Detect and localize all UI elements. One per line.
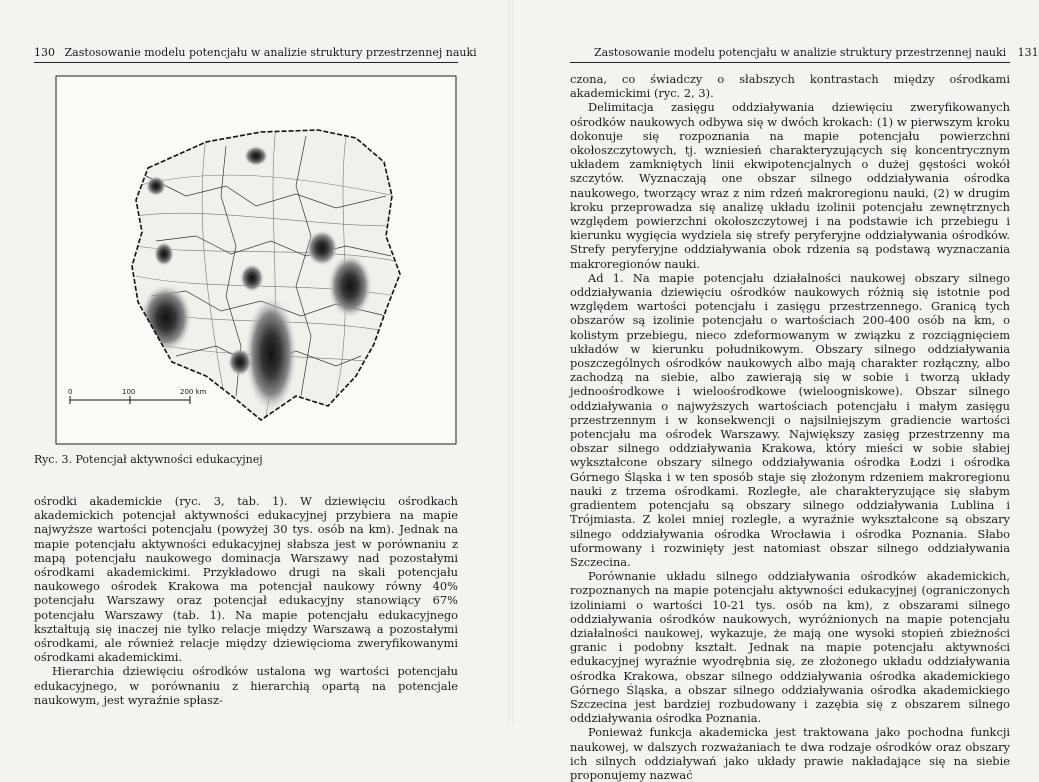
peak-krakow: [245, 296, 297, 412]
peak-gdansk: [244, 146, 268, 166]
right-header-rule: [570, 62, 1010, 63]
right-running-title: Zastosowanie modelu potencjału w analizie struktury przestrzennej nauki: [594, 46, 1007, 59]
right-paragraph: Porównanie układu silnego oddziaływania ośrodków akademickich, rozpoznanych na mapie potencjału aktywności edukacyjnej (ograniczonych izoliniami o wartości 10-21 tys. osób na km), z obszarami silnego oddziaływania ośrodków naukowych, wyróżnionych na mapie potencjału działalności naukowej, wykazuje, że mają one wysoki stopień zbieżności granic i podobny kształt. Jednak na mapie potencjału aktywności edukacyjnej wyraźnie wyodrębnia się, ze złożonego układu oddziaływania ośrodka Krakowa, obszar silnego oddziaływania ośrodka akademickiego Górnego Śląska, a obszar silnego oddziaływania ośrodka akademickiego Szczecina jest bardziej rozbudowany i zazębia się z obszarem silnego oddziaływania ośrodka Poznania.: [570, 569, 1010, 726]
poland-potential-map: [56, 76, 456, 444]
scale-label-100: 100: [122, 388, 136, 396]
right-page: [512, 0, 1039, 782]
scale-label-0: 0: [68, 388, 73, 396]
right-paragraph: czona, co świadczy o słabszych kontrastach między ośrodkami akademickimi (ryc. 2, 3).: [570, 72, 1010, 101]
left-page-number: 130: [34, 46, 55, 59]
potential-map-figure: [56, 76, 456, 444]
right-page-number: 131: [1017, 46, 1039, 59]
peak-poznan: [154, 242, 174, 266]
left-running-title: Zastosowanie modelu potencjału w analizie struktury przestrzennej nauki: [64, 46, 477, 59]
right-running-head: [594, 46, 1039, 59]
right-paragraph: Delimitacja zasięgu oddziaływania dziewięciu zweryfikowanych ośrodków naukowych odbywa się w dwóch krokach: (1) w pierwszym kroku dokonuje się rozpoznania na mapie potencjału powierzchni okołoszczytowych, tj. wzniesień charakteryzujących się koncentrycznym układem zamkniętych linii ekwipotencjalnych o dużej gęstości wokół szczytów. Wyznaczają one obszar silnego oddziaływania ośrodka naukowego, tworzący wraz z nim rdzeń makroregionu nauki, (2) w drugim kroku przeprowadza się analizę układu izolinii potencjału zewnętrznych względem powierzchni okołoszczytowej i na podstawie ich przebiegu i kierunku wygięcia wydziela się strefy peryferyjne oddziaływania ośrodków. Strefy peryferyjne oddziaływania obok rdzenia są podstawą wyznaczania makroregionów nauki.: [570, 100, 1010, 271]
figure-caption: Ryc. 3. Potencjał aktywności edukacyjnej: [34, 453, 263, 466]
peak-lodz: [240, 264, 264, 292]
left-header-rule: [34, 62, 458, 63]
right-paragraph: Ad 1. Na mapie potencjału działalności naukowej obszary silnego oddziaływania dziewięciu ośrodków naukowych różnią się istotnie pod względem wartości potencjału i zasięgu przestrzennego. Granicą tych obszarów są izolinie potencjału o wartościach 200-400 osób na km, o kolistym przebiegu, nieco zdeformowanym w związku z rozciągnięciem układów w kierunku południkowym. Obszary silnego oddziaływania poszczególnych ośrodków naukowych albo mają charakter rozłączny, albo zachodzą na siebie, albo zawierają się w sobie i tworzą układy jednoośrodkowe i wieloośrodkowe (wieloogniskowe). Obszar silnego oddziaływania o najwyższych wartościach potencjału i małym zasięgu przestrzennym i w konsekwencji o najsilniejszym gradiencie wartości potencjału ma ośrodek Warszawy. Największy zasięg przestrzenny ma obszar silnego oddziaływania Krakowa, który mieści w sobie słabiej wykształcone obszary silnego oddziaływania ośrodka Łodzi i ośrodka Górnego Śląska i w ten sposób staje się złożonym rdzeniem makroregionu nauki z trzema ośrodkami. Rozległe, ale charakteryzujące się słabym gradientem potencjału są obszary silnego oddziaływania Lublina i Trójmiasta. Z kolei mniej rozległe, a wyraźnie wykształcone są obszary silnego oddziaływania ośrodka Wrocławia i ośrodka Poznania. Słabo uformowany i rozwinięty jest natomiast obszar silnego oddziaływania Szczecina.: [570, 270, 1010, 569]
peak-szczecin: [146, 176, 166, 196]
peak-lublin: [328, 254, 372, 318]
scale-label-200: 200 km: [180, 388, 207, 396]
left-paragraph: Hierarchia dziewięciu ośrodków ustalona wg wartości potencjału edukacyjnego, w porównaniu z hierarchią opartą na potencjale naukowym, jest wyraźnie spłasz-: [34, 664, 458, 707]
left-paragraph: ośrodki akademickie (ryc. 3, tab. 1). W dziewięciu ośrodkach akademickich potencjał aktywności edukacyjnej przybiera na mapie najwyższe wartości potencjału (powyżej 30 tys. osób na km). Jednak na mapie potencjału aktywności edukacyjnej słabsza jest w porównaniu z mapą potencjału naukowego dominacja Warszawy nad pozostałymi ośrodkami akademickimi. Przykładowo drugi na skali potencjału naukowego ośrodek Krakowa ma potencjał naukowy równy 40% potencjału Warszawy oraz potencjał edukacyjny stanowiący 67% potencjału Warszawy (tab. 1). Na mapie potencjału edukacyjnego kształtują się inaczej nie tylko relacje między Warszawą a pozostałymi ośrodkami, ale również relacje między dziewięcioma zweryfikowanymi ośrodkami akademickimi.: [34, 494, 458, 665]
left-running-head: [34, 46, 477, 59]
right-paragraph: Ponieważ funkcja akademicka jest traktowana jako pochodna funkcji naukowej, w dalszych rozważaniach te dwa rodzaje ośrodków oraz obszary ich silnych oddziaływań jako układy prawie nakładające się na siebie proponujemy nazwać: [570, 725, 1010, 782]
left-page: [0, 0, 510, 726]
right-body-text: [570, 72, 1010, 782]
left-body-text: [34, 494, 458, 707]
peak-katowice: [228, 348, 252, 376]
peak-warszawa: [306, 230, 338, 266]
